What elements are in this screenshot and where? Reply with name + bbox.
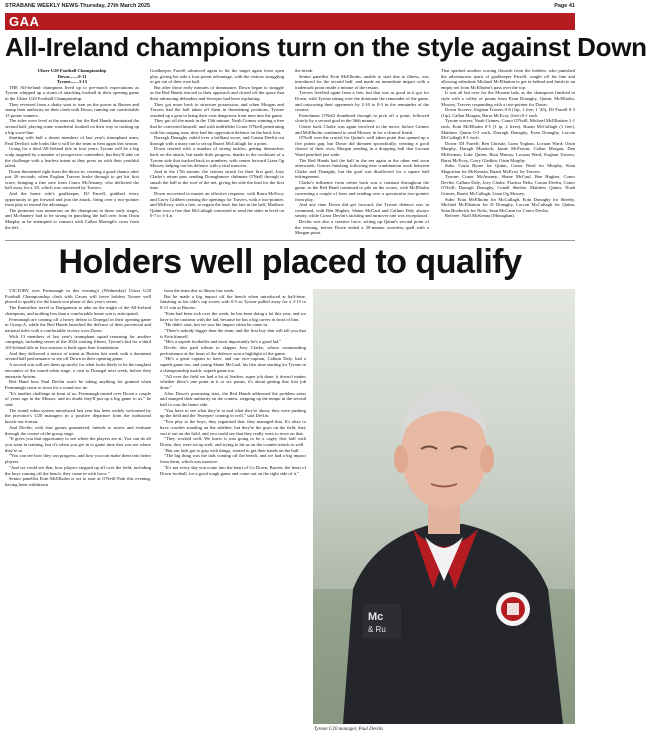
article1-body [5,68,575,238]
article1-column-2 [150,68,284,238]
section-banner [5,13,575,30]
paragraph: Darragh Donaghy sailed over a brilliant score, and Conan Devlin cut through with a mazy run to set up Ruairi McCullagh for a point. [150,135,284,146]
article1-column-4 [441,68,575,238]
paragraph: But he made a big impact off the bench when introduced at half-time, finishing as his side's top scorer with 0-5 as Tyrone pulled away for a 3-15 to 0-11 win at Burren. [160,293,306,311]
paragraph: They got more back to structure possession, and when Morgan and Travers had the ball taken off them in threatening positions, Tyrone reached up a gear to bring their own dangerous front men into the game. [150,101,284,118]
paragraph: Goalkeeper Farrell advanced again to hit the target again from open play, giving his side a four points advantage, with the visitors struggling to get out of their own half. [150,68,284,85]
paragraph: The Red Hands had the ball in the net again at the other end soon afterwards, Grimes finishing following neat combination work between Clarke and Donaghy, but the goal was disallowed for a square ball infringement. [295,157,429,180]
paragraph: And Devlin, with four games guaranteed, intends to assess and evaluate through the course of the group stage. [5,424,151,436]
paragraph: Ulster U20 Football Championship [37,68,107,73]
divider [5,240,575,241]
paragraph: Devlin was also a creative force, setting up Quinn's second point of the evening, before Down ended a 20-minute scoreless spell with a Morgan point. [295,219,429,236]
paragraph: "The big thing was the lads coming off the bench, and we had a big impact from them, which was massive. [160,453,306,465]
paragraph: from the team due to illness last week. [164,288,235,293]
paragraph: Referee: Niall McKenna (Monaghan). [445,213,516,219]
photo-illustration [313,289,575,724]
paragraph: "All over the field we had a lot of leaders, super job done, it doesn't matter whether there's one point in it or six points, it's about getting that first job done." [160,373,306,390]
paragraph: Tyrone scorers: Noah Grimes, Conor O'Neill, Michael McElhatton 1-1 each, Eoin McElholm 0-5 (1 tp, 2 frees), Ruairi McCullagh (1 free), Matthew Quinn 0-2 each, Darragh Donaghy, Evan Donaghy, Lorcan McCullagh 0-1 each. [441,118,575,141]
paragraph: Tyrone: Conor McAnaney; Shane McCaul, Ben Hughes, Conor Devlin; Callum Daly, Joey Clarke, Fiachra Nelis; Conan Devlin, Conor O'Neill; Darragh Donaghy, Conall Sheehe, Matthew Quinn; Noah Grimes, Ruairi McCullagh, Liam Og Mossey. [441,174,575,197]
sponsor-text-2: & Ru [368,625,386,634]
paragraph: It was all but over for the Mourne lads, as the champions finished in style with a volley of points from Evan Donaghy, Quinn, McElholm, Mossey, Travers responding with a two-pointer for Down. [441,90,575,107]
paragraph: After Down's promising start, the Red Hands addressed the problem areas and stamped their authority on the contest, stepping up the tempo in the second half to rout the home side. [160,390,306,408]
paragraph: O'Neill won the crucial for Quinn's well taken point that opened up a five points gap, but Down did threaten sporadically, creating a good chance of their own, Morgan sending in a dropping ball that Locuan Ward punched just wide. [295,135,429,157]
paragraph: "Eoin had been sick over the week, he has been doing a lot this year, and we have to be cautious with the lad, because he has a big career in front of him. [160,310,306,322]
paragraph: Starting with half a dozen members of last year's triumphant team, Paul Devlin's side looks like it will be the team to beat again this season. [5,135,139,146]
publication-date: STRABANE WEEKLY NEWS-Thursday, 27th March 2025 [5,3,151,9]
paragraph: And they delivered a notice of intent at Burren last week with a dominant second half performance to see off Down in their opening game. [5,350,151,362]
paragraph: "And we could see that, how players stepped up all over the field, including the boys coming off the bench, they come in with force." [5,464,151,476]
section-label: GAA [9,14,40,29]
article1-headline: All-Ireland champions turn on the style against Down [5,32,647,62]
paragraph: Red Hand boss Paul Devlin won't be taking anything for granted when Fermanagh come to town for a round two tie. [5,379,151,390]
manager-photo [313,289,575,724]
paragraph: The round robin system introduced last year has been widely welcomed by the province's U20 managers in a positive departure from the traditional knock-out format. [5,407,151,425]
paragraph: That sparked another scoring flourish from the holders, who punished the adventurous spirit of goalkeeper Farrell, caught off his line and allowing substitute Michael McElhatton to get in behind and finish to an empty net from McElholm's pass over the top. [441,68,575,90]
paragraph: Going for a third All-Ireland title in four years, Tyrone will be a big scalp targeted by a number of prospective contenders, but they'll take on the challenge with a fearless intent as they press on with their youthful talent. [5,146,139,169]
photo-caption: Tyrone U20 manager, Paul Devlin. [314,727,384,732]
paragraph: Devlin also paid tribute to skipper Joey Clarke, whose commanding performance at the heart of the defence won a highlight of the game. [160,345,306,356]
paragraph: Travers levelled again from a free, but that was as good as it got for Down, with Tyrone taking over the dominate the remainder of the game, and outscoring their opponents by 2-10 to 0-3 in the remainder of the contest. [295,90,429,113]
paragraph: The promoter was numerous on the champions in those early stages, and McAnaney had to be strong in punching the ball over from Oisin Murphy as he attempted to connect with Callan Murtagh's cross from the left. [5,207,139,230]
paragraph: "He didn't start, but we saw his impact when he came in. [164,322,269,328]
paragraph: The sides were level at the interval, but the Red Hands dominated the second half, playing some wonderful football on their way to racking up a big score-line. [5,118,139,135]
paragraph: And in the 17th minute, the visitors struck for their first goal, Joey Clarke's return pass sending Donaghmore clubmate O'Neill through to smash the ball to the roof of the net, giving his side the lead for the first time. [150,168,284,191]
paragraph: Frenchman O'Neill thundered through to pick off a point, followed closely by a second goal in the 36th minute. [295,112,429,124]
paragraph: Senior panellist Eoin McElholm, unable to start due to illness, was introduced for the second half, and made an immediate impact with a trademark point inside a minute of the restart. [295,73,429,90]
paragraph: "They worked well. We knew it was going to be a cagey first half with Down, they were set up well, and trying to hit us on the counter-attack as well. [160,436,306,447]
paragraph: "He's a great captain to have, and our vice-captain, Callum Daly, had a superb game too, and young Shane McCaul, his first time starting for Tyrone in a championship match, superb game too. [160,356,306,373]
paragraph: Down reacted with a number of strong tackles, getting themselves back on the attack, but made little progress, thanks to the worktrate of a Tyrone side that tracked back in numbers, with centre forward Liam Og Mossey helping out his defence with a vital turnover. [150,146,284,169]
paragraph: Fermanagh are coming off a heavy defeat to Donegal in their opening game in Group A, while the Red Hands launched the defence of their provincial and national titles with a comfortable victory over Down. [5,316,151,333]
paragraph: They got off the mark in the 13th minute, Noah Grimes winning a free that he converted himself, and with midfielder Conor O'Neill penetrating with his surging runs, they had the opposition defence on the back foot. [150,118,285,135]
paragraph: "He's a superb footballer and most importantly he's a good lad." [164,339,282,345]
paragraph: Down recovered to muster an effective response, with Barra McEvoy and Corry Gribben creating the openings for Travers, with a two-pointer, and McEvoy, with a free, to regain the lead, but late in the half, Matthew Quinn won a free that McCullagh converted to send the sides in level on 0-7 to 1-4 at [150,191,284,219]
article2-body [5,288,307,733]
paragraph: "But our lads got to grip with things, started to get their hands on the ball. [164,447,300,453]
paragraph: "It gives you that opportunity to see where the players are at. You can do all you want in training, but it's when you get in to game time that you see where they're at. [5,436,151,453]
paragraph: Subs: Eoin McElholm for McCullagh, Eoin Donaghy for Sheehy, Michael McElhatton for D Donaghy, Lorcan McCullagh for Quinn, Sean Broderick for Nelis, Sean McCann for Conor Devlin. [441,196,575,213]
paragraph: the break. [295,68,314,73]
paragraph: Down........0-11 [57,73,87,79]
paragraph: "Fair play to the boys, they organised that, they managed that. It's okay to have coaches standing on the sideline, but they're the guys on the field, they sort it out on the field, and you could see that they really went to town on that. [160,419,306,436]
paragraph: Centre back Clarke was again involved in the move, before Grimes and McElholm combined to send Mossey in for a clinical finish. [295,123,429,135]
article2-headline: Holders well placed to qualify [58,243,522,281]
paragraph: "It's another challenge in front of us. Fermanagh turned over Down a couple of years ago in the Minors, and no doubt they'll put up a big game to us," he said. [5,390,151,408]
article2-column-2 [160,288,306,733]
article1-column-3 [295,68,429,238]
paragraph: THE All-Ireland champions lived up to pre-match expectations as Tyrone whipped up a storm of attacking football in their opening game in the Ulster U20 Football Championship. [5,84,139,101]
paragraph: Senior panellist Eoin McElholm is set to start at O'Neill Park this evening, having been withdrawn [5,476,151,487]
paragraph: But after those early minutes of dominance, Down began to struggle as the Red Hands reacted to their approach and closed off the space that their advancing defenders and Sweeper had been exploiting. [150,84,284,101]
page-number: Page 41 [554,3,575,9]
paragraph: With 13 members of last year's triumphant squad returning for another campaign, including seven of the 2024 starting fifteen, Tyrone's bid for a third All-Ireland title in four seasons is built upon firm foundations. [5,333,151,351]
paragraph: They reversed from a shaky start to turn on the power at Burren and stamp their authority on their clash with Down, running out comfortable 13 points winners. [5,101,139,118]
paragraph: VICTORY over Fermanagh in this evening's (Wednesday) Ulster U20 Football Championship clash with Cavan will leave holders Tyrone well placed to qualify for the knock-out phase of this year's series. [5,288,151,305]
paragraph: "It's not every day you come into the heart of Co Down, Burren, the heart of Down football, for a good tough game and come out on the right side of it." [160,464,306,476]
paragraph: A second win will see them up nicely for what looks likely to be the toughest encounter of the round robin stage, a visit to Donegal next week, before they entertain Antrim. [5,362,151,379]
paragraph: Tyrone.......3-15 [56,79,88,85]
paragraph: Subs: Cruin Byrne for Quinn, Conor Ward for Murphy, Kian Magorrian for McKernan, Ruairi McEvoy for Travers. [441,163,575,174]
paragraph: And the home side's goalkeeper, DJ Farrell, grabbed every opportunity to get forward and join the attack, firing over a two-pointer from play to extend the advantage. [5,191,139,208]
paragraph: Down: DJ Farrell; Ben Christie, Liam Yoghan, Locuan Ward; Oisin Murphy, Daragh Murdock, Jamie McFerran; Callan Morgan, Dan McKernan, Luke Quinn; Rian Murray, Locuan Ward, Eoghan Travers; Barra McEvoy, Corry Gledkin, Oisin Murphy. [441,140,575,163]
paragraph: Down threatened right from the throw-in, creating a good chance after just 20 seconds, when Eoghan Travers broke through to get his first score, bringing a fine save from Conor McAnaney, who deflected the ball away for a '45, which was converted by Travers. [5,168,139,191]
article1-column-1 [5,68,139,238]
paragraph: And any time Down did get forward, the Tyrone defence was in command, with Ben Hughes, Shane McCaul and Callum Daly always steady, while Conor Devlin's tackling and turnover rate was exceptional. [295,202,429,219]
paragraph: The Ernesiders travel to Dungannon to take on the might of the All-Ireland champions, and nothing less than a comfortable home win is anticipated. [5,305,151,316]
sponsor-text-1: Mc [368,611,384,623]
page-header [5,2,575,11]
article2-column-1 [5,288,151,733]
paragraph: "There's nobody bigger than the team, and the first boy that will tell you that is Eoin himself. [160,327,306,339]
paragraph: Clarke's influence from centre back was a constant throughout the game, as the Red Hand continued to pile on the scores, with McElholm converting a couple of frees and sending over a spectacular two-pointer from play. [295,179,429,202]
paragraph: "You can see how they can progress, and how you can make them into better players. [5,453,151,465]
paragraph: "You have to see what they're at and what they're about, they were pushing up the field and the 'Sweeper' coming in well," said Devlin. [160,407,306,419]
paragraph: Down Scorers: Eoghan Travers 0-6 (1tp, 1 free, 1 '45), DJ Farrell 0-3 (1tp), Callan Morgan, Barra McEvoy (free) 0-1 each. [441,107,575,118]
